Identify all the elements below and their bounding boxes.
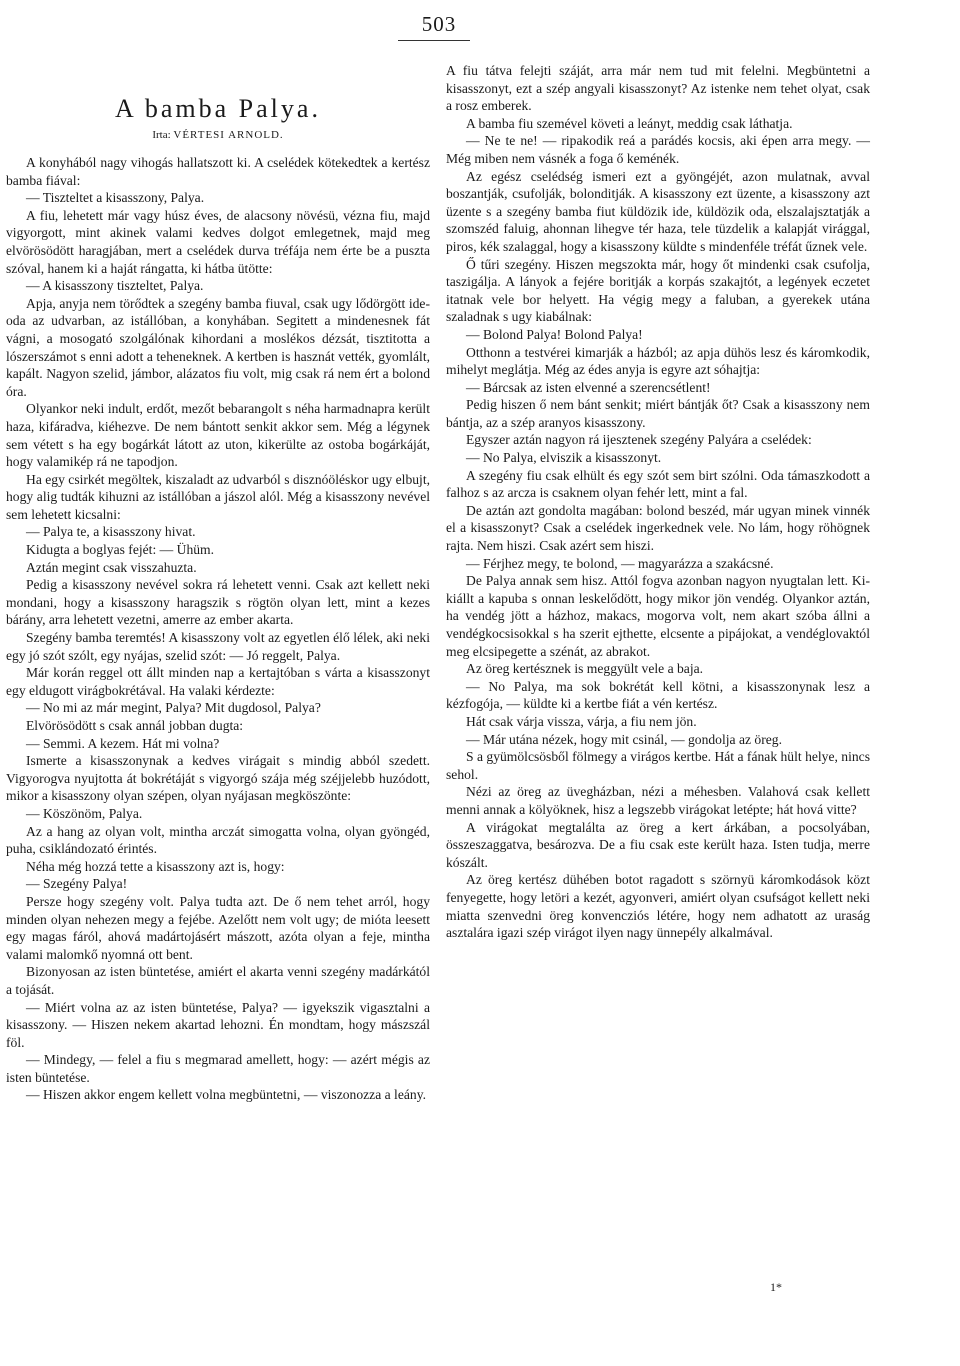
right-column xyxy=(446,62,870,942)
paragraph: Kidugta a boglyas fejét: — Ühüm. xyxy=(26,542,215,558)
byline-prefix: Irta: xyxy=(152,129,171,141)
paragraph: Otthonn a testvérei kimarják a házból; az apja dühös lesz és káromkodik, mihelyt meglátja. Még az édes anyja is egyre azt sóhajtja: xyxy=(446,344,870,378)
paragraph: Már korán reggel ott állt minden nap a kertajtóban s várta a kisasszonyt egy eldugott virágbokrétával. Ha valaki kérdezte: xyxy=(6,665,430,698)
paragraph: De aztán azt gondolta magában: bolond beszéd, már ugyan minek vinnék el a kisasszonyt? Csak a cselédek ingerkednek vele. No lám, hogy röhögnek rajta. Nem hiszi. Csak azért sem hiszi. xyxy=(446,502,870,554)
paragraph: — Ne te ne! — ripakodik reá a parádés kocsis, aki épen arra megy. — Még miben nem vásnék a foga ő keménék. xyxy=(446,133,870,166)
paragraph: Az egész cselédség ismeri ezt a gyöngéjét, azon mulatnak, avval boszantják, csufolják, bolonditják. A kisasszony ezt üzente, a kisasszony azt üzente s a szegény bamba fiut küldözik ide, küldözik oda, elszalajsztatják a szomszéd faluig, ahonnan lihegve tér haza, tele tüzdelik a kalapját virággal, piros, kék szalaggal, hogy a kisasszony küldte s mindenféle tréfát űznek vele. xyxy=(446,168,870,254)
paragraph: S a gyümölcsösből fölmegy a virágos kertbe. Hát a fának hült helye, nincs sehol. xyxy=(446,749,870,782)
paragraph: — Férjhez megy, te bolond, — magyarázza a szakácsné. xyxy=(466,555,774,571)
paragraph: Az öreg kertésznek is meggyült vele a baja. xyxy=(466,661,704,677)
paragraph: Pedig hiszen ő nem bánt senkit; miért bántják őt? Csak a kisasszony nem bántja, az a szép aranyos kisasszony. xyxy=(446,397,870,430)
paragraph: Néha még hozzá tette a kisasszony azt is, hogy: xyxy=(26,858,285,874)
paragraph: A szegény fiu csak elhült és egy szót sem birt szólni. Oda támaszkodott a falhoz s az arcza is csaknem olyan fehér lett, mint a fal. xyxy=(446,467,870,501)
paragraph: Ismerte a kisasszonynak a kedves virágait s mindig abból szedett. Vigyorogva nyujtotta át bokrétáját s vigyorgó szája még széjjelebb huzódott, mikor a kisasszony olyan szépen, olyan nyájasan megköszönte: xyxy=(6,753,430,804)
paragraph: Egyszer aztán nagyon rá ijesztenek szegény Palyára a cselédek: xyxy=(466,432,812,448)
paragraph: — Bárcsak az isten elvenné a szerencsétlent! xyxy=(466,379,711,395)
paragraph: — No Palya, elviszik a kisasszonyt. xyxy=(466,450,662,466)
paragraph: — Köszönöm, Palya. xyxy=(26,805,143,821)
paragraph: — Bolond Palya! Bolond Palya! xyxy=(466,326,643,342)
paragraph: — Hiszen akkor engem kellett volna megbüntetni, — viszonozza a leány. xyxy=(26,1087,427,1103)
paragraph: Olyankor neki indult, erdőt, mezőt bebarangolt s néha harmadnapra került haza, kifáradva, kiéhezve. De nem bántott senkit akkor sem. Még a légynek sem vétett s ha egy bogárkát látott az uton, kikerülte az ostoba bogárkáját, hogy valamikép rá ne tapodjon. xyxy=(6,401,430,470)
page-number: 503 xyxy=(421,12,457,36)
paragraph: Hát csak várja vissza, várja, a fiu nem jön. xyxy=(466,713,697,729)
left-column-text xyxy=(6,154,430,1104)
paragraph: Ő tűri szegény. Hiszen megszokta már, hogy őt mindenki csak csufolja, taszigálja. A lányok a fejére boritják a korpás szakajtót, a legények eczetet itatnak vele bor helyett. Ha végig megy a faluban, a gyerekek utána szaladnak s ugy kiabálnak: xyxy=(446,256,870,325)
paragraph: Pedig a kisasszony nevével sokra rá lehetett venni. Csak azt kellett neki mondani, hogy a kisasszony haragszik s rögtön olyan lett, mint a kezes bárány, arra lehetett vezetni, amerre az ember akarta. xyxy=(6,577,430,628)
paragraph: Bizonyosan az isten büntetése, amiért el akarta venni szegény madárkától a tojását. xyxy=(6,964,430,997)
paragraph: A virágokat megtalálta az öreg a kert árkában, a pocsolyában, összeszaggatva, besározva. De a fiu csak este került haza. Isten tudja, merre kószált. xyxy=(446,819,870,870)
paragraph: Aztán megint csak visszahuzta. xyxy=(26,559,197,575)
left-column xyxy=(6,62,430,1104)
paragraph: — Szegény Palya! xyxy=(26,876,128,892)
paragraph: — A kisasszony tiszteltet, Palya. xyxy=(26,278,204,294)
paragraph: Ha egy csirkét megöltek, kiszaladt az udvarból s disznóöléskor ugy elbujt, hogy alig tudták kihuzni az istállóban a jászol alól. Még a kisasszony nevével sem lehetett kicsalni: xyxy=(6,471,430,522)
paragraph: A fiu, lehetett már vagy húsz éves, de alacsony növésü, vézna fiu, majd vigyorgott, mint akinek valami kedves dolgot emlegetnek, majd meg elvörösödött haragjában, mert a cselédek durva tréfája nem érte be a puszta szóval, hanem ki a haját rángatta, ki hátba ütötte: xyxy=(6,207,430,276)
paragraph: A bamba fiu szemével követi a leányt, meddig csak láthatja. xyxy=(466,115,793,131)
paragraph: De Palya annak sem hisz. Attól fogva azonban nagyon nyugtalan lett. Ki-kiállt a kapuba s onnan leskelődött, hogy mikor jön vendég. Olyankor aztán, ha vendég jött a házhoz, makacs, mogorva volt, nem akart szóba állni a vendégkocsisokkal s ha szerit ejthette, elcsente a pipájokat, a vendéglovaktól meg elcsipegette a szénát, az abrakot. xyxy=(446,573,870,659)
paragraph: — Palya te, a kisasszony hivat. xyxy=(26,524,196,540)
paragraph: Apja, anyja nem törődtek a szegény bamba fiuval, csak ugy lődörgött ide-oda az udvarban, az istállóban, a konyhában. Segitett a mindenesnek fát vágni, a mosogató szolgálónak kihordani a moslékos dézsát, tisztitotta a lószerszámot s enni adott a teheneknek. A kertben is hasznát vették, gyomlált, kapált. Nagyon szelid, jámbor, alázatos fiu volt, mig csak rá nem ért a bolond óra. xyxy=(6,295,430,399)
paragraph: Elvörösödött s csak annál jobban dugta: xyxy=(26,718,244,733)
paragraph: Szegény bamba teremtés! A kisasszony volt az egyetlen élő lélek, aki neki egy jó szót szólt, egy nyájas, szelid szót: — Jó reggelt, Palya. xyxy=(6,630,430,663)
paragraph: A fiu tátva felejti száját, arra már nem tud mit felelni. Megbüntetni a kisasszonyt, ezt a szép angyali kisasszonyt? Az istenke nem tehet olyat, csak a rosz emberek. xyxy=(446,63,870,114)
signature-mark: 1* xyxy=(770,1280,782,1294)
paragraph: Az öreg kertész dühében botot ragadott s szörnyü káromkodások közt fenyegette, hogy letöri a kezét, agyonveri, amiért olyan csufságot kellett neki miatta szenvedni öreg konvencziós létére, hogy nem adhatott az uraság asztalára igazi szép virágot ilyen nagy ünnepély alkalmával. xyxy=(446,872,870,941)
paragraph: — Már utána nézek, hogy mit csinál, — gondolja az öreg. xyxy=(466,731,782,747)
byline xyxy=(6,128,430,142)
paragraph: — Miért volna az az isten büntetése, Palya? — igyekszik vigasztalni a kisasszony. — Hiszen nekem akartad lehozni. Én mondtam, hogy mászszál föl. xyxy=(6,999,430,1050)
paragraph: — No mi az már megint, Palya? Mit dugdosol, Palya? xyxy=(26,700,321,716)
paragraph: — Mindegy, — felel a fiu s megmarad amellett, hogy: — azért mégis az isten büntetése. xyxy=(6,1052,430,1085)
paragraph: Nézi az öreg az üvegházban, nézi a méhesben. Valahová csak kellett menni annak a kölyöknek, hisz a legszebb virágokat letépte; hát hová vitte? xyxy=(446,784,870,817)
paragraph: — No Palya, ma sok bokrétát kell kötni, a kisasszonynak lesz a kézfogója, — küldte ki a kertbe fiát a vén kertész. xyxy=(446,678,870,712)
right-column-text xyxy=(446,62,870,942)
author-name: VÉRTESI ARNOLD. xyxy=(173,129,284,141)
paragraph: — Tiszteltet a kisasszony, Palya. xyxy=(26,190,205,206)
article-title: A bamba Palya. xyxy=(115,94,321,123)
paragraph: Az a hang az olyan volt, mintha arczát simogatta volna, olyan gyöngéd, puha, csiklándozató érintés. xyxy=(6,823,430,857)
paragraph: A konyhából nagy vihogás hallatszott ki. A cselédek kötekedtek a kertész bamba fiával: xyxy=(6,155,430,188)
paragraph: Persze hogy szegény volt. Palya tudta azt. De ő nem tehet arról, hogy minden olyan nehezen megy a fejébe. Azelőtt nem volt ugy; de mióta leesett egy magas fáról, ahová madártojásért mászott, azóta olyan a feje, mintha valami malomkő nyomná ott bent. xyxy=(6,893,430,962)
paragraph: — Semmi. A kezem. Hát mi volna? xyxy=(26,735,220,751)
page-number-rule xyxy=(398,40,470,41)
